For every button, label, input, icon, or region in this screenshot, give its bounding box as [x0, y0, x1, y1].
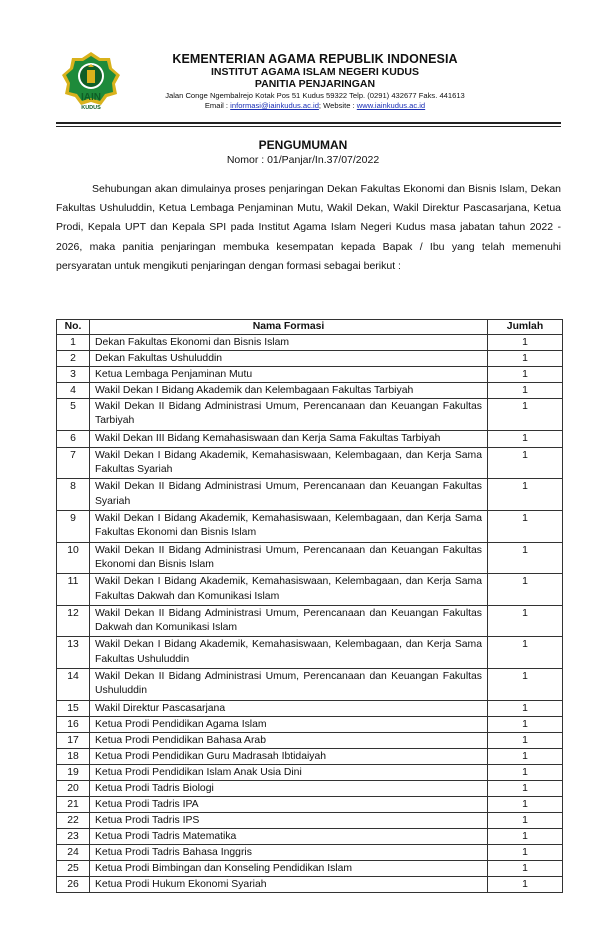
table-row — [57, 732, 563, 748]
header-no: No. — [57, 320, 90, 335]
table-row — [57, 335, 563, 351]
table-row — [57, 860, 563, 876]
row-name: Dekan Fakultas Ekonomi dan Bisnis Islam — [90, 335, 488, 351]
table-row — [57, 511, 563, 543]
table-row — [57, 605, 563, 637]
table-row — [57, 700, 563, 716]
row-no: 7 — [57, 447, 90, 479]
table-row — [57, 383, 563, 399]
announcement-paragraph: Sehubungan akan dimulainya proses penjaringan Dekan Fakultas Ekonomi dan Bisnis Islam, Dekan Fakultas Ushuluddin, Ketua Lembaga Penjaminan Mutu, Wakil Dekan, Wakil Direktur Pascasarjana, Ketua Prodi, Kepala UPT dan Kepala SPI pada Institut Agama Islam Negeri Kudus masa jabatan tahun 2022 - 2026, maka panitia penjaringan membuka kesempatan kepada Bapak / Ibu yang telah memenuhi persyaratan untuk mengikuti penjaringan dengan formasi sebagai berikut : — [56, 183, 561, 272]
row-count: 1 — [488, 796, 563, 812]
row-no: 13 — [57, 637, 90, 669]
row-no: 15 — [57, 700, 90, 716]
table-row — [57, 367, 563, 383]
row-count: 1 — [488, 716, 563, 732]
ministry-name: KEMENTERIAN AGAMA REPUBLIK INDONESIA — [172, 52, 458, 66]
committee-name: PANITIA PENJARINGAN — [254, 78, 376, 90]
row-no: 6 — [57, 430, 90, 447]
table-row — [57, 796, 563, 812]
row-name: Ketua Prodi Pendidikan Agama Islam — [90, 716, 488, 732]
table-row — [57, 447, 563, 479]
row-name: Wakil Dekan II Bidang Administrasi Umum, Perencanaan dan Keuangan Fakultas Dakwah dan Komunikasi Islam — [90, 605, 488, 637]
formation-table — [56, 319, 563, 893]
row-count: 1 — [488, 479, 563, 511]
row-name: Wakil Direktur Pascasarjana — [90, 700, 488, 716]
row-name: Ketua Prodi Bimbingan dan Konseling Pendidikan Islam — [90, 860, 488, 876]
institute-name: INSTITUT AGAMA ISLAM NEGERI KUDUS — [210, 66, 420, 78]
row-name: Ketua Prodi Tadris Matematika — [90, 828, 488, 844]
formation-table-wrapper — [56, 319, 562, 893]
table-row — [57, 574, 563, 606]
row-count: 1 — [488, 732, 563, 748]
row-count: 1 — [488, 764, 563, 780]
row-name: Wakil Dekan II Bidang Administrasi Umum, Perencanaan dan Keuangan Fakultas Syariah — [90, 479, 488, 511]
row-name: Ketua Prodi Pendidikan Islam Anak Usia Dini — [90, 764, 488, 780]
row-count: 1 — [488, 812, 563, 828]
row-count: 1 — [488, 876, 563, 892]
table-row — [57, 812, 563, 828]
table-row — [57, 399, 563, 431]
row-count: 1 — [488, 574, 563, 606]
table-row — [57, 828, 563, 844]
row-count: 1 — [488, 844, 563, 860]
row-count: 1 — [488, 637, 563, 669]
row-count: 1 — [488, 399, 563, 431]
svg-text:KUDUS: KUDUS — [81, 105, 101, 111]
row-no: 24 — [57, 844, 90, 860]
row-name: Wakil Dekan I Bidang Akademik dan Kelembagaan Fakultas Tarbiyah — [90, 383, 488, 399]
row-name: Wakil Dekan I Bidang Akademik, Kemahasiswaan, Kelembagaan, dan Kerja Sama Fakultas Syariah — [90, 447, 488, 479]
row-no: 8 — [57, 479, 90, 511]
row-no: 11 — [57, 574, 90, 606]
row-name: Ketua Prodi Tadris IPA — [90, 796, 488, 812]
table-row — [57, 542, 563, 574]
email-label: Email : — [204, 101, 229, 110]
row-no: 25 — [57, 860, 90, 876]
row-name: Ketua Prodi Tadris IPS — [90, 812, 488, 828]
website-label: ; Website : — [318, 101, 355, 110]
table-row — [57, 844, 563, 860]
row-no: 17 — [57, 732, 90, 748]
row-name: Wakil Dekan II Bidang Administrasi Umum, Perencanaan dan Keuangan Fakultas Tarbiyah — [90, 399, 488, 431]
table-row — [57, 351, 563, 367]
announcement-body — [56, 180, 561, 276]
row-count: 1 — [488, 351, 563, 367]
table-header-row — [57, 320, 563, 335]
row-count: 1 — [488, 605, 563, 637]
row-name: Wakil Dekan I Bidang Akademik, Kemahasiswaan, Kelembagaan, dan Kerja Sama Fakultas Ekonomi dan Bisnis Islam — [90, 511, 488, 543]
row-name: Ketua Prodi Pendidikan Bahasa Arab — [90, 732, 488, 748]
row-name: Wakil Dekan II Bidang Administrasi Umum, Perencanaan dan Keuangan Fakultas Ushuluddin — [90, 669, 488, 701]
table-row — [57, 780, 563, 796]
email-link[interactable]: informasi@iainkudus.ac.id — [230, 101, 319, 110]
table-row — [57, 764, 563, 780]
row-name: Wakil Dekan II Bidang Administrasi Umum, Perencanaan dan Keuangan Fakultas Ekonomi dan Bisnis Islam — [90, 542, 488, 574]
row-no: 22 — [57, 812, 90, 828]
row-no: 12 — [57, 605, 90, 637]
row-no: 26 — [57, 876, 90, 892]
row-count: 1 — [488, 669, 563, 701]
header-divider-thin — [56, 126, 561, 127]
row-name: Ketua Prodi Pendidikan Guru Madrasah Ibtidaiyah — [90, 748, 488, 764]
iain-kudus-logo-icon — [60, 50, 122, 112]
row-count: 1 — [488, 700, 563, 716]
row-name: Ketua Prodi Tadris Bahasa Inggris — [90, 844, 488, 860]
row-name: Wakil Dekan I Bidang Akademik, Kemahasiswaan, Kelembagaan, dan Kerja Sama Fakultas Ushuluddin — [90, 637, 488, 669]
header-name: Nama Formasi — [90, 320, 488, 335]
row-no: 21 — [57, 796, 90, 812]
row-count: 1 — [488, 860, 563, 876]
row-no: 18 — [57, 748, 90, 764]
row-count: 1 — [488, 430, 563, 447]
announcement-number: Nomor : 01/Panjar/In.37/07/2022 — [226, 154, 380, 166]
row-name: Ketua Lembaga Penjaminan Mutu — [90, 367, 488, 383]
row-count: 1 — [488, 511, 563, 543]
row-no: 1 — [57, 335, 90, 351]
letterhead-text — [125, 52, 505, 111]
row-name: Dekan Fakultas Ushuluddin — [90, 351, 488, 367]
header-divider-thick — [56, 122, 561, 124]
address-line: Jalan Conge Ngembalrejo Kotak Pos 51 Kudus 59322 Telp. (0291) 432677 Faks. 441613 — [165, 91, 465, 100]
row-no: 19 — [57, 764, 90, 780]
svg-text:IAIN: IAIN — [81, 92, 101, 103]
row-no: 20 — [57, 780, 90, 796]
row-no: 16 — [57, 716, 90, 732]
row-no: 5 — [57, 399, 90, 431]
row-count: 1 — [488, 828, 563, 844]
row-count: 1 — [488, 542, 563, 574]
row-no: 3 — [57, 367, 90, 383]
table-row — [57, 876, 563, 892]
row-no: 9 — [57, 511, 90, 543]
row-count: 1 — [488, 367, 563, 383]
row-count: 1 — [488, 748, 563, 764]
table-row — [57, 479, 563, 511]
row-no: 10 — [57, 542, 90, 574]
table-row — [57, 716, 563, 732]
row-name: Wakil Dekan III Bidang Kemahasiswaan dan Kerja Sama Fakultas Tarbiyah — [90, 430, 488, 447]
table-row — [57, 669, 563, 701]
row-count: 1 — [488, 335, 563, 351]
table-row — [57, 637, 563, 669]
row-count: 1 — [488, 780, 563, 796]
website-link[interactable]: www.iainkudus.ac.id — [356, 101, 426, 110]
row-name: Ketua Prodi Hukum Ekonomi Syariah — [90, 876, 488, 892]
letterhead — [0, 0, 606, 122]
announcement-title: PENGUMUMAN — [258, 138, 348, 152]
table-row — [57, 430, 563, 447]
row-no: 2 — [57, 351, 90, 367]
row-no: 14 — [57, 669, 90, 701]
contact-line — [125, 101, 505, 111]
row-name: Ketua Prodi Tadris Biologi — [90, 780, 488, 796]
row-name: Wakil Dekan I Bidang Akademik, Kemahasiswaan, Kelembagaan, dan Kerja Sama Fakultas Dakwah dan Komunikasi Islam — [90, 574, 488, 606]
header-count: Jumlah — [488, 320, 563, 335]
row-no: 4 — [57, 383, 90, 399]
table-row — [57, 748, 563, 764]
row-count: 1 — [488, 447, 563, 479]
row-no: 23 — [57, 828, 90, 844]
row-count: 1 — [488, 383, 563, 399]
